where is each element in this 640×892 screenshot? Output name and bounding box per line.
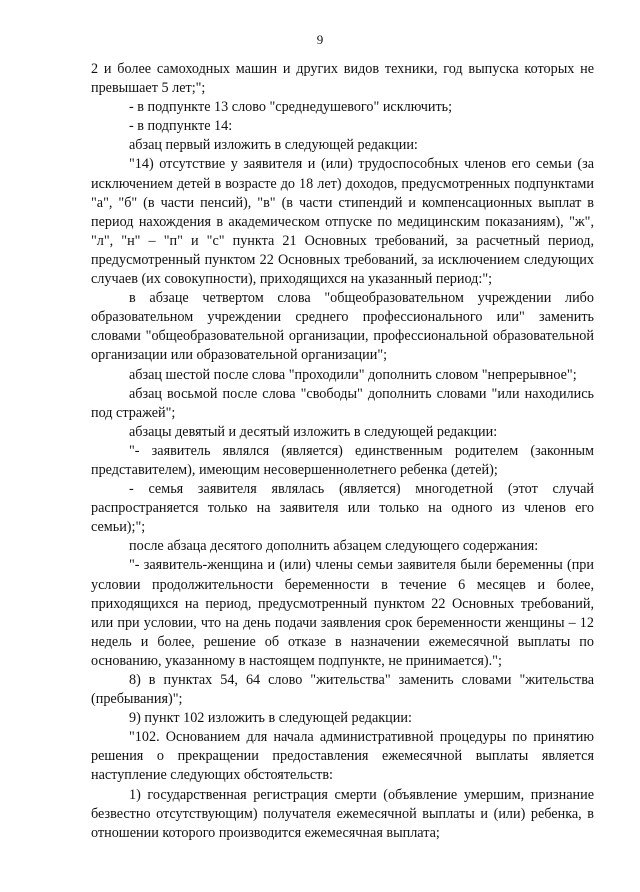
paragraph: абзац восьмой после слова "свободы" дополнить словами "или находились под стражей"; xyxy=(91,385,594,421)
paragraph: после абзаца десятого дополнить абзацем следующего содержания: xyxy=(129,538,539,555)
paragraph: "- заявитель являлся (является) единственным родителем (законным представителем), имеющим несовершеннолетнего ребенка (детей); xyxy=(91,442,594,478)
paragraph: абзацы девятый и десятый изложить в следующей редакции: xyxy=(129,423,498,440)
paragraph: "102. Основанием для начала административной процедуры по принятию решения о прекращении предоставления ежемесячной выплаты является наступление следующих обстоятельств: xyxy=(91,729,594,784)
paragraph: "14) отсутствие у заявителя и (или) трудоспособных членов его семьи (за исключением детей в возрасте до 18 лет) доходов, предусмотренных подпунктами "а", "б" (в части пенсий), "в" (в части стипендий и компенсационных выплат в период нахождения в академическом отпуске по медицинским показаниям), "ж", "л", "н" – "п" и "с" пункта 21 Основных требований, за расчетный период, предусмотренный пунктом 22 Основных требований, за исключением следующих случаев (их совокупности), приходящихся на указанный период:"; xyxy=(91,156,594,288)
paragraph: в абзаце четвертом слова "общеобразовательном учреждении либо образовательном учреждении среднего профессионального или" заменить словами "общеобразовательной организации, профессиональной образовательной организации или образовательной организации"; xyxy=(91,290,594,364)
paragraph: - в подпункте 13 слово "среднедушевого" исключить; xyxy=(129,99,453,116)
paragraph: 8) в пунктах 54, 64 слово "жительства" заменить словами "жительства (пребывания)"; xyxy=(91,672,594,708)
paragraph: - семья заявителя являлась (является) многодетной (этот случай распространяется только на заявителя или только на одного из членов его семьи);"; xyxy=(91,481,594,536)
page-number: 9 xyxy=(316,32,324,47)
paragraph: - в подпункте 14: xyxy=(129,118,233,135)
paragraph: 2 и более самоходных машин и других видов техники, год выпуска которых не превышает 5 лет;"; xyxy=(91,61,594,97)
paragraph: абзац первый изложить в следующей редакции: xyxy=(129,137,418,154)
paragraph: "- заявитель-женщина и (или) члены семьи заявителя были беременны (при условии продолжительности беременности в течение 6 месяцев и более, приходящихся на период, предусмотренный пунктом 22 Основных требований, или при условии, что на день подачи заявления срок беременности женщины – 12 недель и более, решение об отказе в назначении ежемесячной выплаты по основанию, указанному в настоящем подпункте, не принимается)."; xyxy=(91,557,594,669)
paragraph: абзац шестой после слова "проходили" дополнить словом "непрерывное"; xyxy=(129,366,577,383)
document-body xyxy=(91,60,594,843)
paragraph: 1) государственная регистрация смерти (объявление умершим, признание безвестно отсутствующим) получателя ежемесячной выплаты и (или) ребенка, в отношении которого производится ежемесячная выплата; xyxy=(91,786,594,841)
paragraph: 9) пункт 102 изложить в следующей редакции: xyxy=(129,710,412,727)
